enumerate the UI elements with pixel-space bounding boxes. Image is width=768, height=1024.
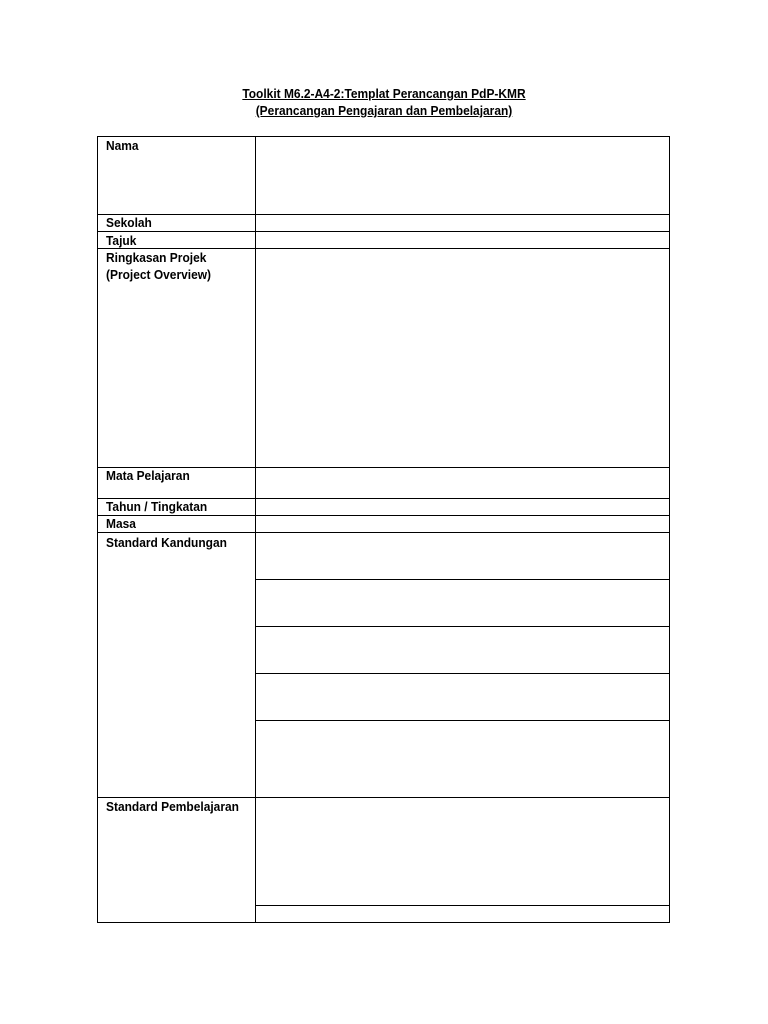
- label-tajuk: Tajuk: [106, 233, 137, 248]
- label-masa: Masa: [106, 516, 136, 531]
- masa-field[interactable]: [256, 516, 669, 532]
- standard-pembelajaran-field-1[interactable]: [256, 798, 669, 905]
- standard-kandungan-field-4[interactable]: [256, 674, 669, 720]
- mata-pelajaran-field[interactable]: [256, 468, 669, 498]
- label-project-overview: (Project Overview): [106, 267, 212, 282]
- tajuk-field[interactable]: [256, 232, 669, 248]
- ringkasan-projek-field[interactable]: [256, 249, 669, 467]
- label-standard-pembelajaran: Standard Pembelajaran: [106, 799, 239, 814]
- label-mata-pelajaran: Mata Pelajaran: [106, 468, 190, 483]
- standard-kandungan-field-5[interactable]: [256, 721, 669, 797]
- standard-pembelajaran-field-2[interactable]: [256, 906, 669, 922]
- sekolah-field[interactable]: [256, 215, 669, 231]
- tahun-tingkatan-field[interactable]: [256, 499, 669, 515]
- standard-kandungan-field-3[interactable]: [256, 627, 669, 673]
- label-tahun-tingkatan: Tahun / Tingkatan: [106, 499, 208, 514]
- standard-kandungan-field-1[interactable]: [256, 533, 669, 579]
- nama-field[interactable]: [256, 137, 669, 214]
- label-sekolah: Sekolah: [106, 215, 152, 230]
- label-standard-kandungan: Standard Kandungan: [106, 535, 227, 550]
- standard-kandungan-field-2[interactable]: [256, 580, 669, 626]
- label-nama: Nama: [106, 138, 139, 153]
- label-ringkasan-projek: Ringkasan Projek: [106, 250, 207, 265]
- title-line-2: (Perancangan Pengajaran dan Pembelajaran): [255, 103, 513, 118]
- title-line-1: Toolkit M6.2-A4-2:Templat Perancangan PdP-KMR: [242, 86, 526, 101]
